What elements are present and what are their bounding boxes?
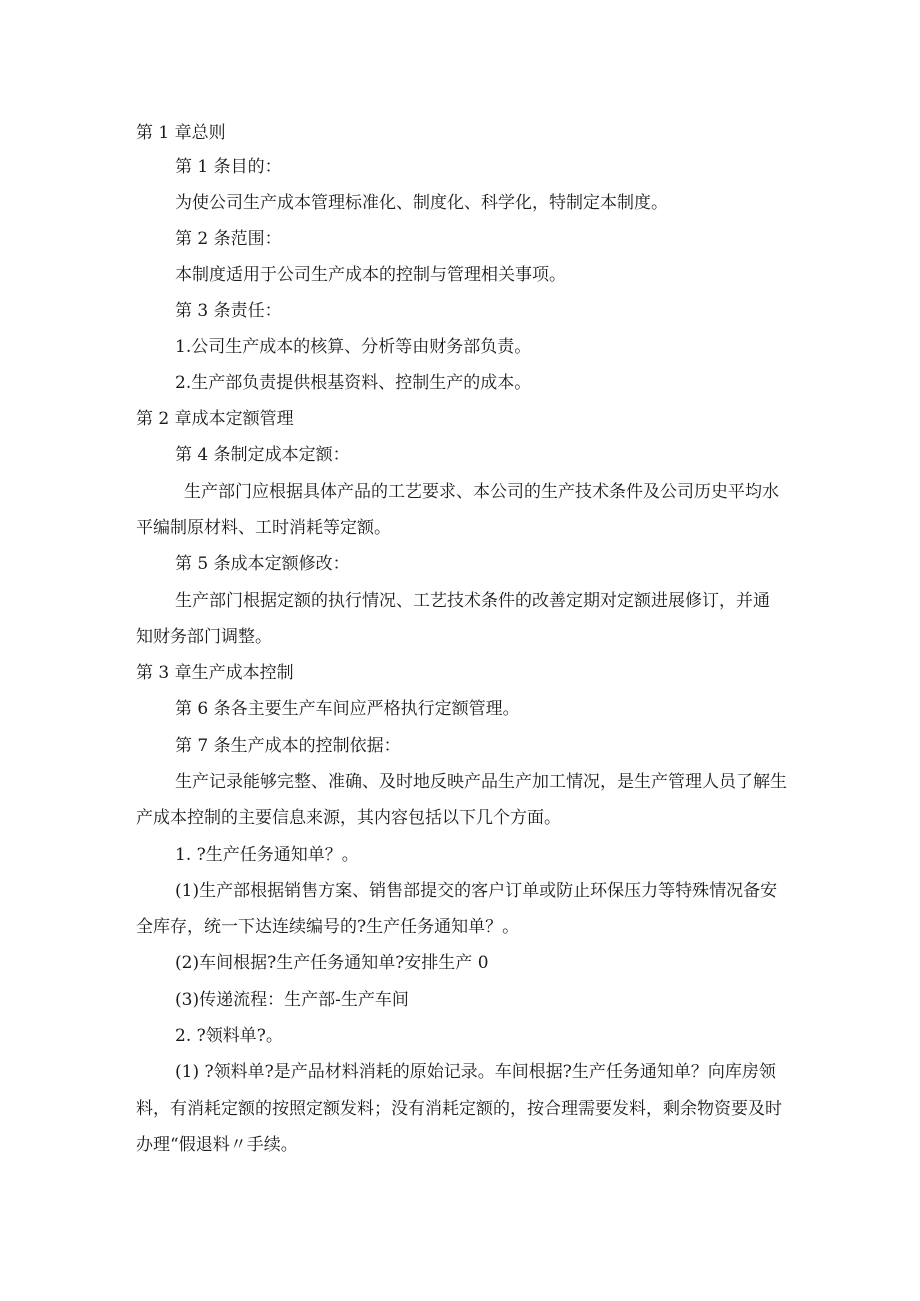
article-3-heading: 第 3 条责任： bbox=[175, 301, 282, 321]
list-item: 1.公司生产成本的核算、分析等由财务部负责。 bbox=[175, 337, 532, 357]
sub-list-item: (2)车间根据?生产任务通知单?安排生产 0 bbox=[175, 953, 489, 973]
paragraph-text: 本制度适用于公司生产成本的控制与管理相关事项。 bbox=[175, 265, 566, 285]
article-1-heading: 第 1 条目的： bbox=[175, 157, 282, 177]
sub-list-item-continued: 办理“假退料〃手续。 bbox=[136, 1135, 298, 1155]
paragraph-text: 生产部门根据定额的执行情况、工艺技术条件的改善定期对定额进展修订，并通 bbox=[175, 591, 770, 611]
paragraph-text: 生产部门应根据具体产品的工艺要求、本公司的生产技术条件及公司历史平均水 bbox=[184, 482, 779, 502]
article-7-heading: 第 7 条生产成本的控制依据： bbox=[175, 736, 401, 756]
chapter-2-heading: 第 2 章成本定额管理 bbox=[136, 409, 294, 429]
paragraph-text: 为使公司生产成本管理标准化、制度化、科学化，特制定本制度。 bbox=[175, 193, 668, 213]
chapter-3-heading: 第 3 章生产成本控制 bbox=[136, 663, 294, 683]
chapter-1-heading: 第 1 章总则 bbox=[136, 123, 226, 143]
sub-list-item: (1) ?领料单?是产品材料消耗的原始记录。车间根据?生产任务通知单？向库房领 bbox=[175, 1062, 776, 1082]
sub-list-item-continued: 料，有消耗定额的按照定额发料；没有消耗定额的，按合理需要发料，剩余物资要及时 bbox=[136, 1099, 782, 1119]
list-item: 2.生产部负责提供根基资料、控制生产的成本。 bbox=[175, 373, 532, 393]
article-5-heading: 第 5 条成本定额修改： bbox=[175, 554, 350, 574]
article-2-heading: 第 2 条范围： bbox=[175, 229, 282, 249]
paragraph-text-continued: 产成本控制的主要信息来源，其内容包括以下几个方面。 bbox=[136, 808, 561, 828]
list-item: 2. ?领料单?。 bbox=[175, 1026, 283, 1046]
paragraph-text-continued: 知财务部门调整。 bbox=[136, 627, 272, 647]
list-item: 1. ?生产任务通知单？。 bbox=[175, 845, 359, 865]
article-4-heading: 第 4 条制定成本定额： bbox=[175, 445, 350, 465]
paragraph-text: 生产记录能够完整、准确、及时地反映产品生产加工情况，是生产管理人员了解生 bbox=[175, 772, 787, 792]
article-6-heading: 第 6 条各主要生产车间应严格执行定额管理。 bbox=[175, 699, 520, 719]
sub-list-item: (1)生产部根据销售方案、销售部提交的客户订单或防止环保压力等特殊情况备安 bbox=[175, 881, 778, 901]
sub-list-item-continued: 全库存，统一下达连续编号的?生产任务通知单？。 bbox=[136, 917, 520, 937]
paragraph-text-continued: 平编制原材料、工时消耗等定额。 bbox=[136, 518, 391, 538]
sub-list-item: (3)传递流程：生产部-生产车间 bbox=[175, 990, 409, 1010]
